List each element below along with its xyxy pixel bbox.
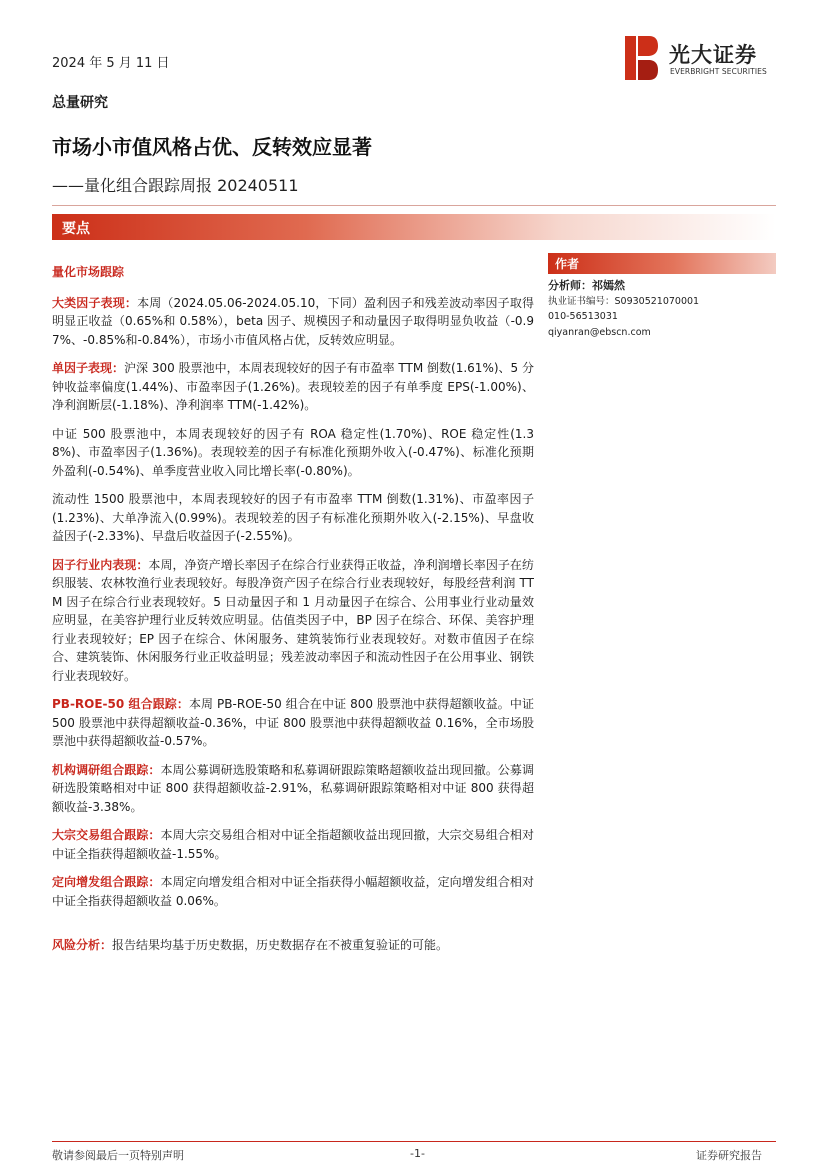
paragraph-pb-roe-50: PB-ROE-50 组合跟踪：本周 PB-ROE-50 组合在中证 800 股票池中获得超额收益。中证 500 股票池中获得超额收益-0.36%，中证 800 股票池中获得超额收益 0.16%，全市场股票池中获得超额收益-0.57%。 (52, 697, 534, 748)
paragraph-single-factor-liq1500: 流动性 1500 股票池中，本周表现较好的因子有市盈率 TTM 倒数(1.31%)、市盈率因子(1.23%)、大单净流入(0.99%)。表现较差的因子有标准化预期外收入(-2.15%)、早盘收益因子(-2.33%)、早盘后收益因子(-2.55%)。 (52, 492, 534, 543)
paragraph-block-trade: 大宗交易组合跟踪：本周大宗交易组合相对中证全指超额收益出现回撤，大宗交易组合相对中证全指获得超额收益-1.55%。 (52, 828, 534, 861)
header-divider (52, 205, 776, 206)
footer-report-type: 证券研究报告 (696, 1149, 762, 1162)
report-title: 市场小市值风格占优、反转效应显著 (52, 135, 372, 159)
email-address[interactable]: qiyanran@ebscn.com (548, 326, 651, 338)
report-subtitle: ——量化组合跟踪周报 20240511 (52, 176, 299, 195)
main-content (52, 263, 534, 965)
footer-disclaimer: 敬请参阅最后一页特别声明 (52, 1149, 184, 1162)
brand-logo (625, 36, 785, 80)
paragraph-single-factor-hs300: 单因子表现：沪深 300 股票池中，本周表现较好的因子有市盈率 TTM 倒数(1.61%)、5 分钟收益率偏度(1.44%)、市盈率因子(1.26%)。表现较差的因子有单季度 EPS(-1.00%)、净利润断层(-1.18%)、净利润率 TTM(-1.42%)。 (52, 361, 534, 412)
keypoints-label: 要点 (62, 221, 90, 237)
footer-divider (52, 1141, 776, 1142)
report-date: 2024 年 5 月 11 日 (52, 56, 170, 71)
analyst-name: 分析师：祁嫣然 (548, 279, 625, 292)
report-category: 总量研究 (52, 95, 108, 111)
author-sidebar (548, 253, 776, 340)
paragraph-institutional-research: 机构调研组合跟踪：本周公募调研选股策略和私募调研跟踪策略超额收益出现回撤。公募调研选股策略相对中证 800 获得超额收益-2.91%，私募调研跟踪策略相对中证 800 获得超额收益-3.38%。 (52, 762, 534, 814)
paragraph-private-placement: 定向增发组合跟踪：本周定向增发组合相对中证全指获得小幅超额收益，定向增发组合相对中证全指获得超额收益 0.06%。 (52, 875, 534, 908)
author-banner (548, 253, 776, 274)
page-number: -1- (410, 1147, 425, 1160)
phone-number: 010-56513031 (548, 311, 618, 322)
brand-name-en: EVERBRIGHT SECURITIES (670, 67, 767, 76)
brand-name-cn: 光大证券 (669, 43, 757, 67)
paragraph-major-factors: 大类因子表现：本周（2024.05.06-2024.05.10，下同）盈利因子和残差波动率因子取得明显正收益（0.65%和 0.58%），beta 因子、规模因子和动量因子取得明显负收益（-0.97%、-0.85%和-0.84%），市场小市值风格占优，反转效应明显。 (52, 295, 534, 347)
license-number: 执业证书编号：S0930521070001 (548, 295, 700, 307)
everbright-logo-icon (625, 36, 658, 80)
keypoints-banner (52, 214, 776, 240)
paragraph-industry-factors: 因子行业内表现：本周，净资产增长率因子在综合行业获得正收益，净利润增长率因子在纺织服装、农林牧渔行业表现较好。每股净资产因子在综合行业表现较好，每股经营利润 TTM 因子在综合行业表现较好。5 日动量因子和 1 月动量因子在综合、公用事业行业动量效应明显，在美容护理行业反转效应明显。估值类因子中，BP 因子在综合、环保、美容护理行业表现较好；EP 因子在综合、休闲服务、建筑装饰行业表现较好。对数市值因子在综合、建筑装饰、休闲服务行业正收益明显；残差波动率因子和流动性因子在公用事业、钢铁行业表现较好。 (52, 557, 534, 683)
author-label: 作者 (555, 257, 580, 271)
paragraph-risk: 风险分析：报告结果均基于历史数据，历史数据存在不被重复验证的可能。 (52, 938, 449, 952)
section-title: 量化市场跟踪 (52, 265, 125, 279)
paragraph-single-factor-csi500: 中证 500 股票池中，本周表现较好的因子有 ROA 稳定性(1.70%)、ROE 稳定性(1.38%)、市盈率因子(1.36%)。表现较差的因子有标准化预期外收入(-0.47%)、标准化预期外盈利(-0.54%)、单季度营业收入同比增长率(-0.80%)。 (52, 426, 534, 478)
